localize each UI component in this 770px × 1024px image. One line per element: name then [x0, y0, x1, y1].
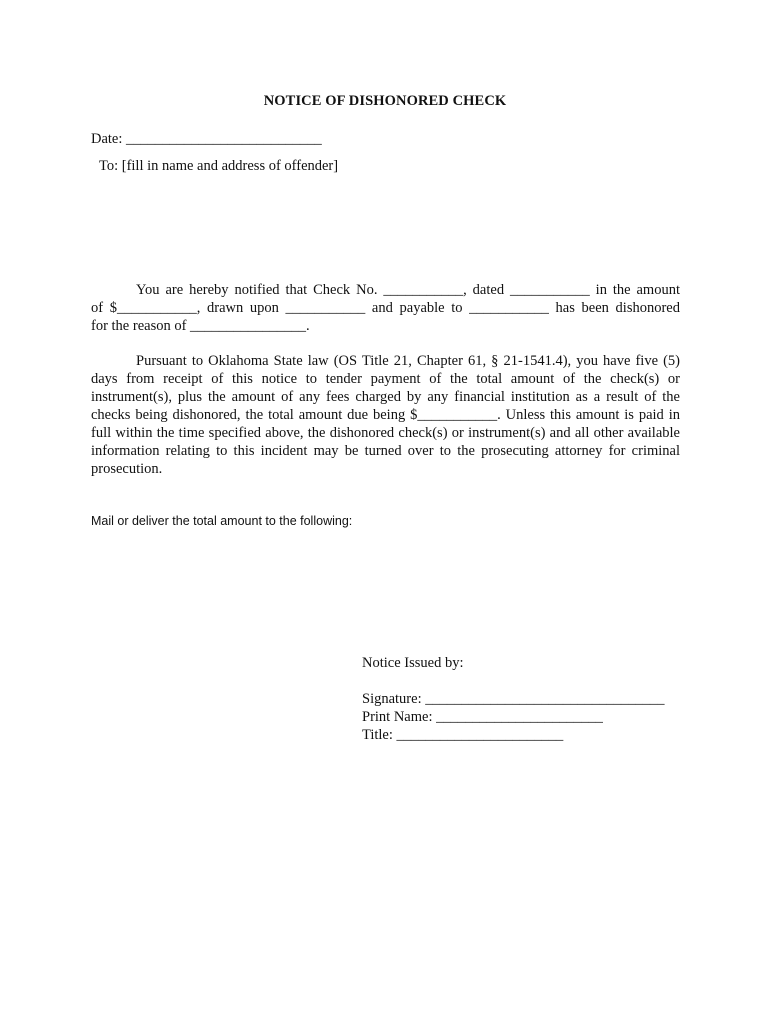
signature-block — [362, 690, 664, 744]
check-details-line-3: for the reason of ________________. — [91, 318, 310, 334]
document-title: NOTICE OF DISHONORED CHECK — [263, 93, 507, 109]
date-field-line: Date: ___________________________ — [91, 131, 322, 147]
mail-instruction: Mail or deliver the total amount to the following: — [91, 514, 353, 528]
recipient-line: To: [fill in name and address of offender] — [99, 158, 339, 174]
print-name-line: Print Name: _______________________ — [362, 709, 603, 725]
signature-line: Signature: _________________________________ — [362, 691, 665, 707]
check-details-line-1: You are hereby notified that Check No. ___________, dated ___________ in the amount — [136, 282, 680, 298]
issued-by-label: Notice Issued by: — [362, 655, 464, 671]
check-details-paragraph — [91, 281, 680, 335]
title-line: Title: _______________________ — [362, 727, 564, 743]
check-details-line-2: of $___________, drawn upon ___________ and payable to ___________ has been dishonored — [91, 300, 680, 316]
legal-notice-paragraph: Pursuant to Oklahoma State law (OS Title 21, Chapter 61, § 21-1541.4), you have five (5) days from receipt of this notice to tender payment of the total amount of the check(s) or instrument(s), plus the amount of any fees charged by any financial institution as a result of the checks being dishonored, the total amount due being $___________. Unless this amount is paid in full within the time specified above, the dishonored check(s) or instrument(s) and all other available information relating to this incident may be turned over to the prosecuting attorney for criminal prosecution. — [91, 353, 680, 477]
